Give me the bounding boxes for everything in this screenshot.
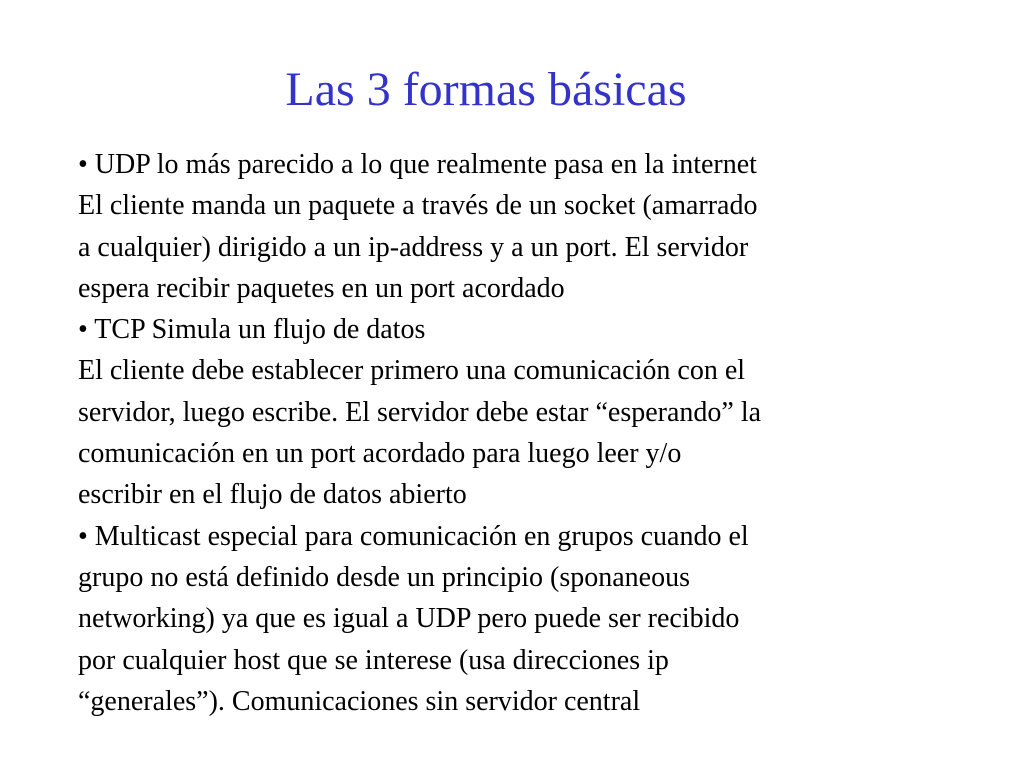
body-line: El cliente debe establecer primero una comunicación con el <box>78 355 746 387</box>
body-line: servidor, luego escribe. El servidor debe estar “esperando” la <box>78 396 762 428</box>
body-line: networking) ya que es igual a UDP pero puede ser recibido <box>78 603 740 635</box>
body-line: espera recibir paquetes en un port acordado <box>78 272 565 304</box>
body-line: escribir en el flujo de datos abierto <box>78 479 467 511</box>
slide-body <box>78 144 978 722</box>
body-line: comunicación en un port acordado para luego leer y/o <box>78 438 682 470</box>
body-line-tcp-bullet: • TCP Simula un flujo de datos <box>78 314 426 346</box>
slide-title: Las 3 formas básicas <box>285 63 687 116</box>
body-line-multicast-bullet: • Multicast especial para comunicación en grupos cuando el <box>78 520 749 552</box>
body-line-udp-bullet: • UDP lo más parecido a lo que realmente pasa en la internet <box>78 149 757 180</box>
body-line: grupo no está definido desde un principio (sponaneous <box>78 561 690 593</box>
body-line: a cualquier) dirigido a un ip-address y a un port. El servidor <box>78 231 749 263</box>
body-line: El cliente manda un paquete a través de un socket (amarrado <box>78 190 758 222</box>
body-line: “generales”). Comunicaciones sin servidor central <box>78 685 641 717</box>
body-line: por cualquier host que se interese (usa direcciones ip <box>78 644 669 676</box>
